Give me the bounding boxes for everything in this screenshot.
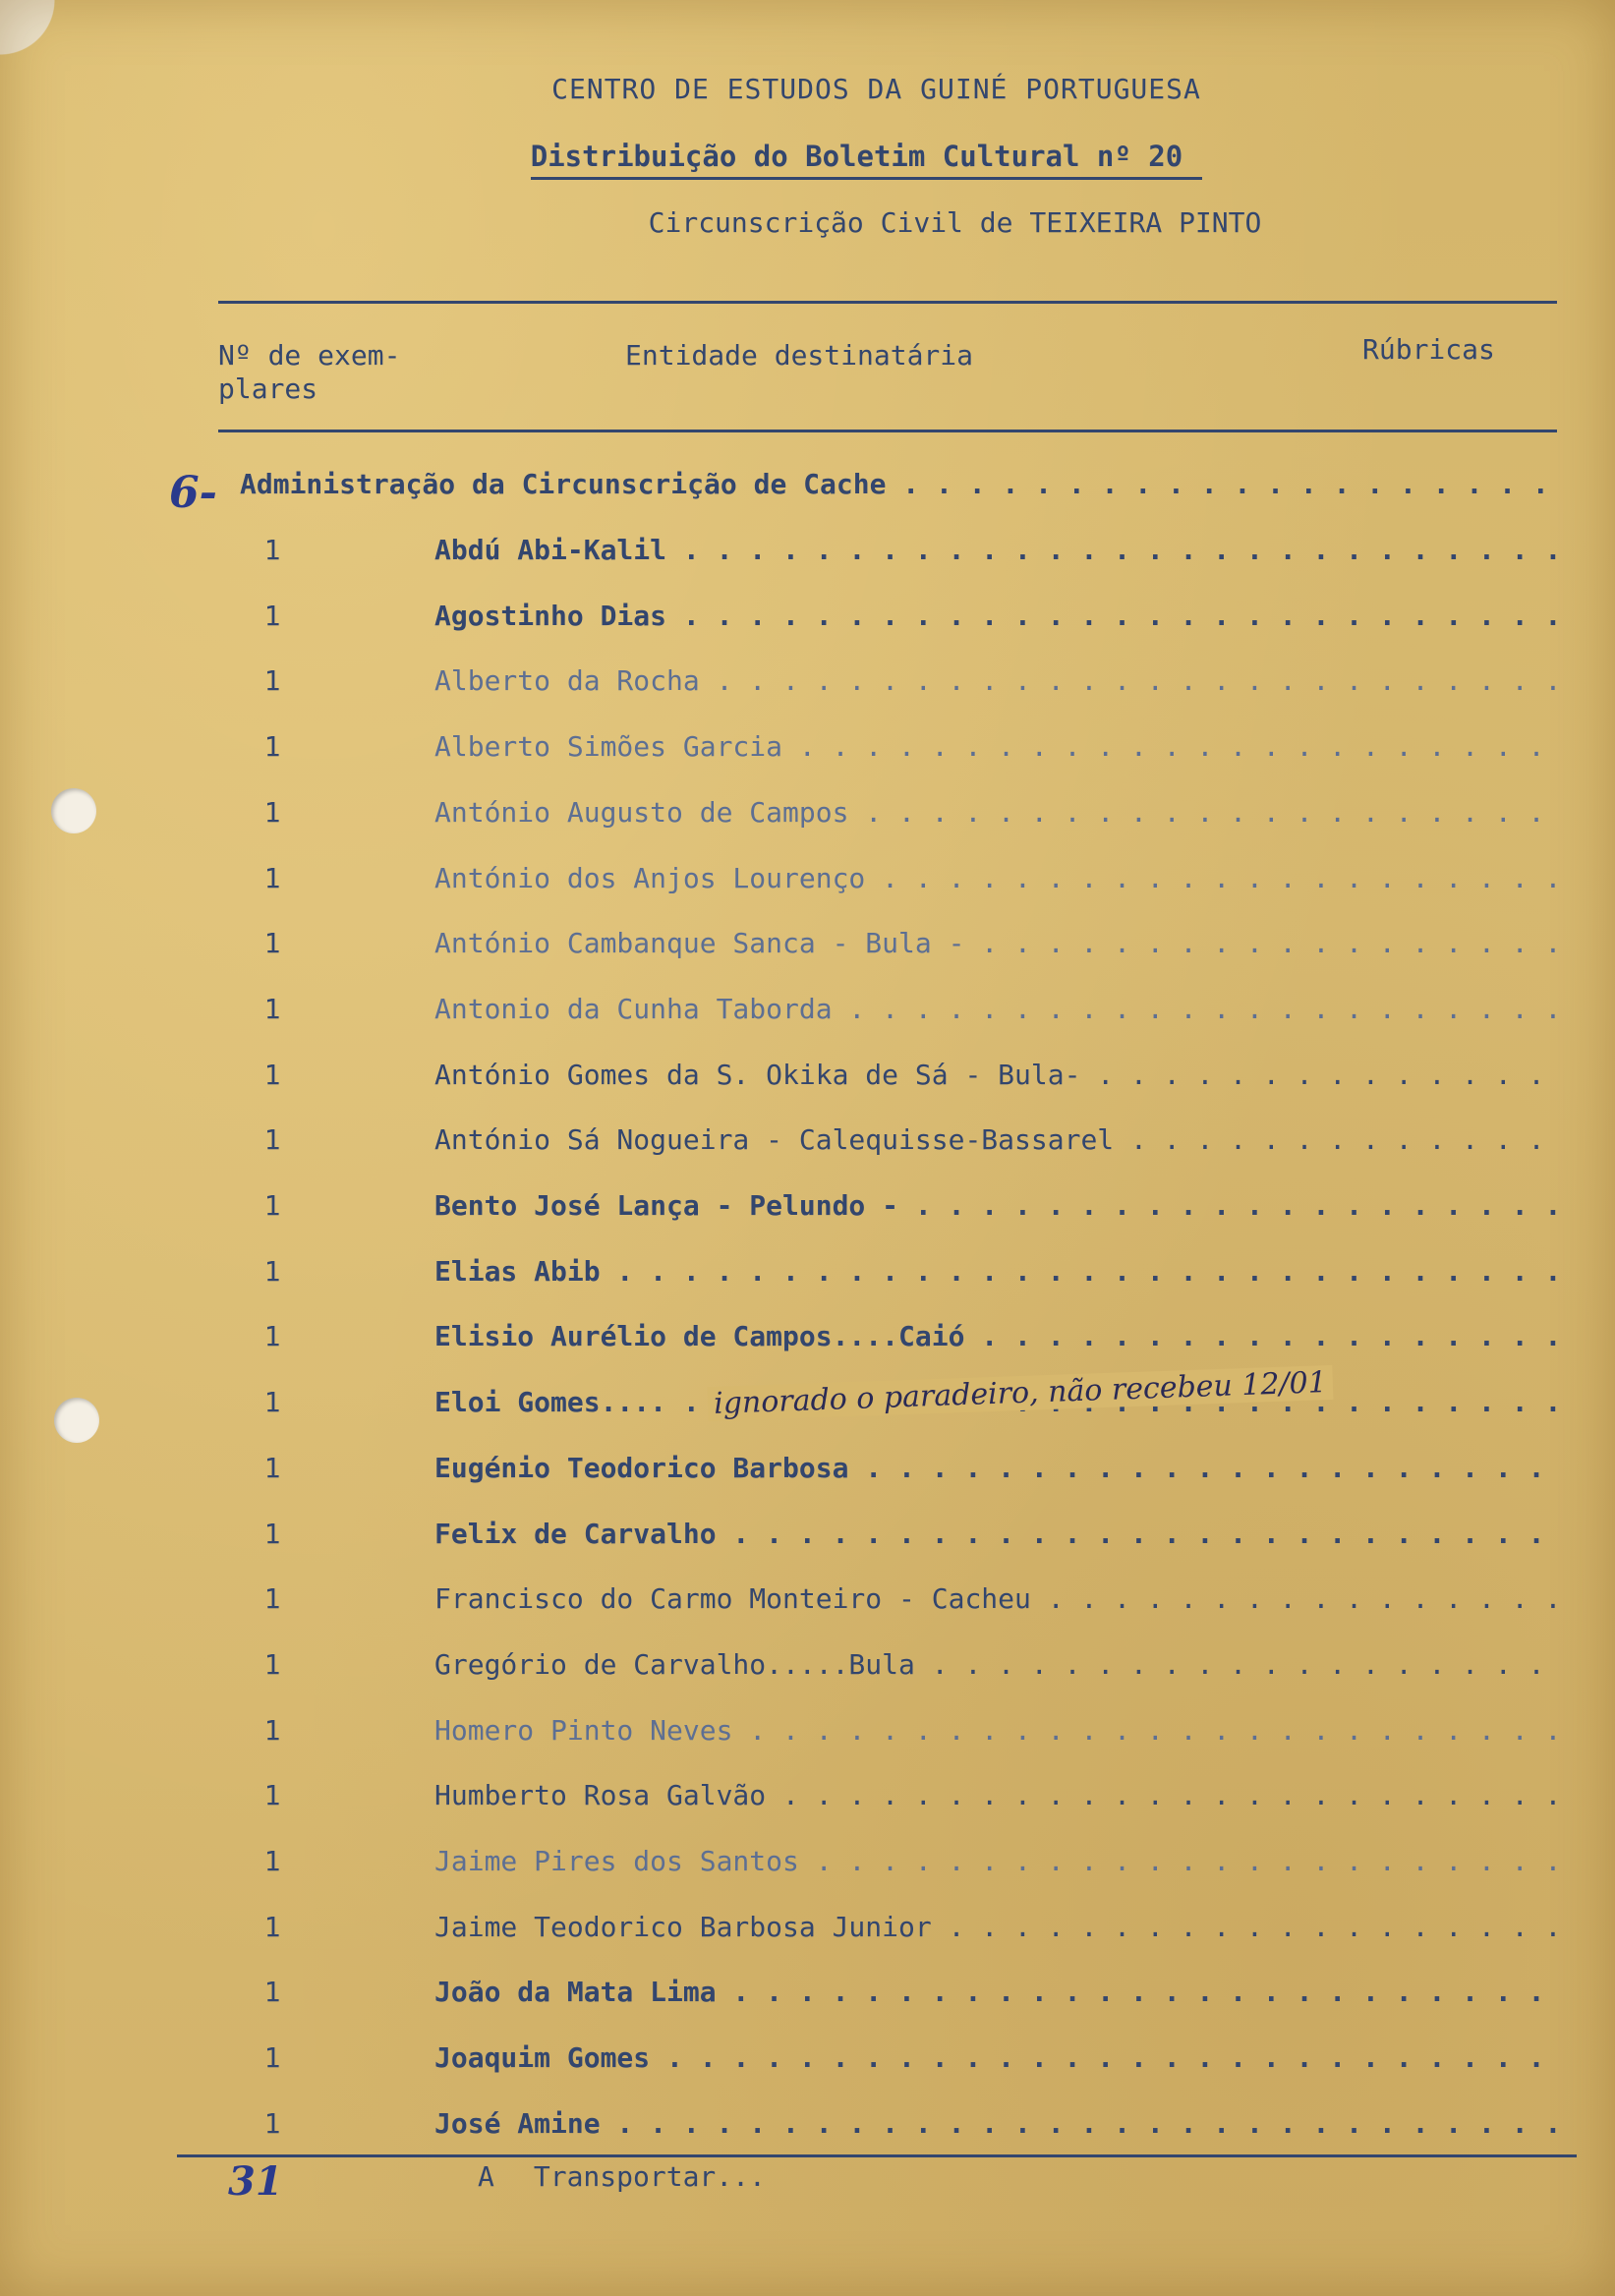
entry-quantity: 1 bbox=[263, 730, 281, 763]
list-item bbox=[0, 1123, 1615, 1163]
document-title: CENTRO DE ESTUDOS DA GUINÉ PORTUGUESA bbox=[551, 73, 1201, 105]
list-item bbox=[0, 862, 1615, 901]
entry-quantity: 1 bbox=[263, 1189, 281, 1222]
entry-quantity: 1 bbox=[263, 1845, 281, 1877]
document-region: Circunscrição Civil de TEIXEIRA PINTO bbox=[648, 206, 1262, 239]
list-item bbox=[0, 993, 1615, 1032]
list-item bbox=[0, 1976, 1615, 2015]
entry-name: António Cambanque Sanca - Bula - . . . bbox=[434, 927, 1561, 959]
entry-name: Agostinho Dias . . . bbox=[434, 600, 1561, 632]
handwritten-note: ignorado o paradeiro, não recebeu 12/01 bbox=[708, 1365, 1334, 1421]
list-item bbox=[0, 2107, 1615, 2147]
document-subtitle-text: Distribuição do Boletim Cultural nº 20 bbox=[531, 140, 1202, 180]
entry-quantity: 1 bbox=[263, 1123, 281, 1156]
list-item bbox=[0, 927, 1615, 966]
entry-name: Humberto Rosa Galvão . . . bbox=[434, 1779, 1561, 1811]
entry-quantity: 1 bbox=[263, 927, 281, 959]
column-header-signatures: Rúbricas bbox=[1362, 333, 1495, 366]
list-item bbox=[0, 2041, 1615, 2081]
entry-name: João da Mata Lima . . . bbox=[434, 1976, 1561, 2008]
list-item bbox=[0, 1714, 1615, 1753]
entry-name: Joaquim Gomes . . . bbox=[434, 2041, 1561, 2074]
list-item bbox=[0, 1911, 1615, 1950]
list-item bbox=[0, 468, 1615, 507]
entry-quantity: 1 bbox=[263, 1518, 281, 1550]
entry-quantity: 1 bbox=[263, 862, 281, 894]
list-item bbox=[0, 534, 1615, 573]
entry-name: António Augusto de Campos . . . bbox=[434, 796, 1561, 829]
entry-quantity: 1 bbox=[263, 1976, 281, 2008]
entry-name: Antonio da Cunha Taborda . . . bbox=[434, 993, 1561, 1025]
list-item bbox=[0, 1648, 1615, 1688]
entry-quantity: 1 bbox=[263, 534, 281, 566]
entry-quantity: 1 bbox=[263, 993, 281, 1025]
list-item bbox=[0, 1059, 1615, 1098]
transport-prefix: A bbox=[478, 2160, 494, 2193]
list-item bbox=[0, 1582, 1615, 1622]
transport-label bbox=[478, 2160, 766, 2193]
entry-name: José Amine . . . bbox=[434, 2107, 1561, 2140]
entry-name: Eloi Gomes.... . . . bbox=[434, 1386, 1561, 1418]
entry-quantity: 1 bbox=[263, 2041, 281, 2074]
entry-name: Homero Pinto Neves . . . bbox=[434, 1714, 1561, 1747]
list-item bbox=[0, 796, 1615, 835]
entry-quantity: 1 bbox=[263, 1779, 281, 1811]
list-item bbox=[0, 1255, 1615, 1294]
list-item bbox=[0, 1320, 1615, 1359]
header-rule-top bbox=[218, 301, 1557, 304]
entry-name: Gregório de Carvalho.....Bula . . . bbox=[434, 1648, 1561, 1681]
list-item bbox=[0, 1779, 1615, 1818]
entry-quantity: 1 bbox=[263, 2107, 281, 2140]
list-item bbox=[0, 1452, 1615, 1491]
entry-quantity: 1 bbox=[263, 1911, 281, 1943]
entry-name: Abdú Abi-Kalil . . . bbox=[434, 534, 1561, 566]
entry-quantity: 1 bbox=[263, 1059, 281, 1091]
entry-name: Eugénio Teodorico Barbosa . . . bbox=[434, 1452, 1561, 1484]
handwritten-quantity: 6- bbox=[169, 468, 217, 518]
entry-name: António Sá Nogueira - Calequisse-Bassarel . . . bbox=[434, 1123, 1561, 1156]
entry-quantity: 1 bbox=[263, 1714, 281, 1747]
entry-name: Francisco do Carmo Monteiro - Cacheu . . . bbox=[434, 1582, 1561, 1615]
entry-quantity: 1 bbox=[263, 1648, 281, 1681]
column-header-quantity-line1: Nº de exem- bbox=[218, 339, 401, 372]
entry-name: Elisio Aurélio de Campos....Caió . . . bbox=[434, 1320, 1561, 1352]
entry-name: Jaime Teodorico Barbosa Junior . . . bbox=[434, 1911, 1561, 1943]
entry-name: António dos Anjos Lourenço . . . bbox=[434, 862, 1561, 894]
entry-quantity: 1 bbox=[263, 664, 281, 697]
entry-name: António Gomes da S. Okika de Sá - Bula- . . . bbox=[434, 1059, 1561, 1091]
entry-quantity: 1 bbox=[263, 1582, 281, 1615]
handwritten-total: 31 bbox=[228, 2158, 283, 2205]
transport-text: Transportar... bbox=[533, 2160, 766, 2193]
column-header-entity: Entidade destinatária bbox=[625, 339, 974, 372]
column-header-quantity bbox=[218, 339, 425, 406]
entry-quantity: 1 bbox=[263, 796, 281, 829]
list-item bbox=[0, 1189, 1615, 1229]
header-rule-bottom bbox=[218, 430, 1557, 432]
footer-rule bbox=[177, 2154, 1577, 2157]
entry-quantity: 1 bbox=[263, 1452, 281, 1484]
entry-name: Elias Abib . . . bbox=[434, 1255, 1561, 1288]
list-item bbox=[0, 1845, 1615, 1884]
list-item bbox=[0, 664, 1615, 704]
entry-quantity: 1 bbox=[263, 1320, 281, 1352]
entry-quantity: 1 bbox=[263, 1255, 281, 1288]
document-subtitle bbox=[0, 140, 1615, 173]
entry-name: Alberto Simões Garcia . . . bbox=[434, 730, 1561, 763]
entry-name: Administração da Circunscrição de Cache . . . bbox=[240, 468, 1561, 500]
list-item bbox=[0, 1518, 1615, 1557]
entry-name: Jaime Pires dos Santos . . . bbox=[434, 1845, 1561, 1877]
column-header-quantity-line2: plares bbox=[218, 373, 318, 405]
entry-name: Alberto da Rocha . . . bbox=[434, 664, 1561, 697]
entry-quantity: 1 bbox=[263, 1386, 281, 1418]
entry-name: Felix de Carvalho . . . bbox=[434, 1518, 1561, 1550]
list-item bbox=[0, 730, 1615, 770]
list-item bbox=[0, 600, 1615, 639]
entry-name: Bento José Lança - Pelundo - . . . bbox=[434, 1189, 1561, 1222]
entry-quantity: 1 bbox=[263, 600, 281, 632]
